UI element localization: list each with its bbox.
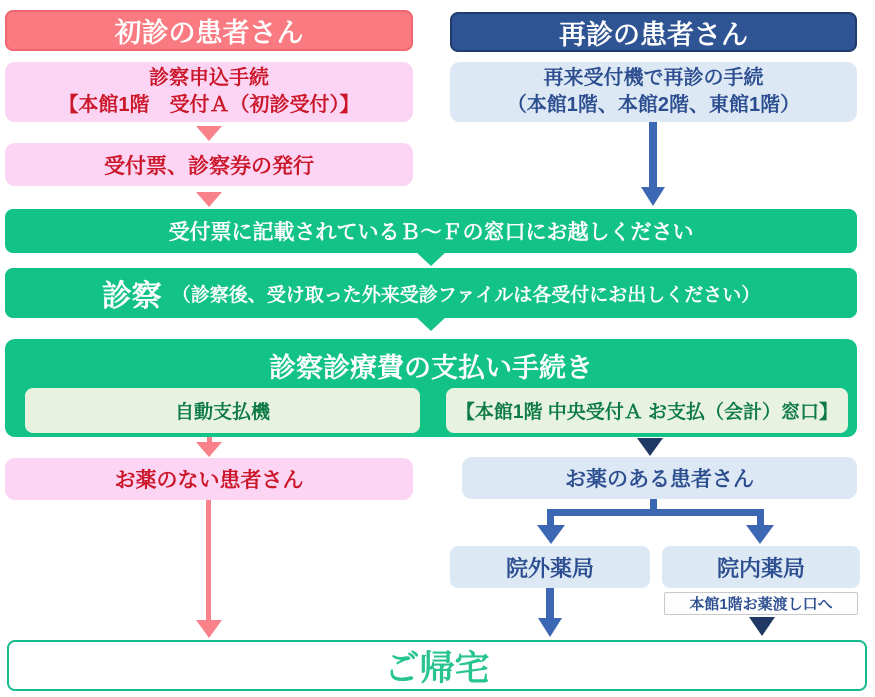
down-arrow-blue-icon: [538, 618, 562, 637]
first-visit-header: 初診の患者さん: [5, 10, 413, 51]
down-arrow-navy-icon: [749, 617, 775, 636]
return-visit-kiosk-box: [450, 62, 857, 122]
ticket-issue-box: 受付票、診察券の発行: [5, 143, 413, 186]
examination-banner: [5, 268, 857, 318]
payment-counter-box: 【本館1階 中央受付Ａ お支払（会計）窓口】: [446, 388, 848, 433]
down-arrow-pink-icon: [196, 442, 222, 457]
reception-window-banner: 受付票に記載されているＢ～Ｆの窓口にお越しください: [5, 209, 857, 253]
down-arrow-green-icon: [415, 316, 447, 331]
application-line2: 【本館1階 受付Ａ（初診受付）】: [58, 94, 360, 116]
go-home-banner: ご帰宅: [7, 640, 867, 691]
down-arrow-green-icon: [415, 251, 447, 266]
down-arrow-pink-stem: [206, 500, 211, 622]
down-arrow-pink-icon: [196, 192, 222, 207]
payment-section: [5, 339, 857, 437]
internal-pharmacy-box: 院内薬局: [662, 546, 860, 588]
payment-title: 診察診療費の支払い手続き: [269, 352, 593, 383]
kiosk-line2: （本館1階、本館2階、東館1階）: [506, 94, 801, 116]
payment-machine-box: 自動支払機: [25, 388, 420, 433]
down-arrow-pink-icon: [196, 620, 222, 638]
external-pharmacy-box: 院外薬局: [450, 546, 650, 588]
down-arrow-blue-stem: [546, 588, 554, 620]
down-arrow-navy-icon: [637, 438, 663, 456]
has-medicine-box: お薬のある患者さん: [462, 457, 857, 499]
return-visit-header: 再診の患者さん: [450, 12, 857, 52]
branch-connector-bar: [547, 509, 764, 516]
down-arrow-pink-icon: [196, 126, 222, 141]
first-visit-application-box: [5, 62, 413, 122]
medicine-pickup-note: 本館1階お薬渡し口へ: [664, 592, 858, 615]
examination-title: 診察: [101, 280, 162, 313]
down-arrow-blue-icon: [746, 525, 774, 544]
no-medicine-box: お薬のない患者さん: [5, 458, 413, 500]
down-arrow-blue-stem: [649, 122, 657, 188]
kiosk-line1: 再来受付機で再診の手続: [543, 67, 764, 89]
down-arrow-blue-icon: [641, 187, 665, 206]
examination-note: （診察後、受け取った外来受診ファイルは各受付にお出しください）: [171, 284, 761, 306]
down-arrow-blue-icon: [537, 525, 565, 544]
application-line1: 診察申込手続: [149, 67, 269, 89]
